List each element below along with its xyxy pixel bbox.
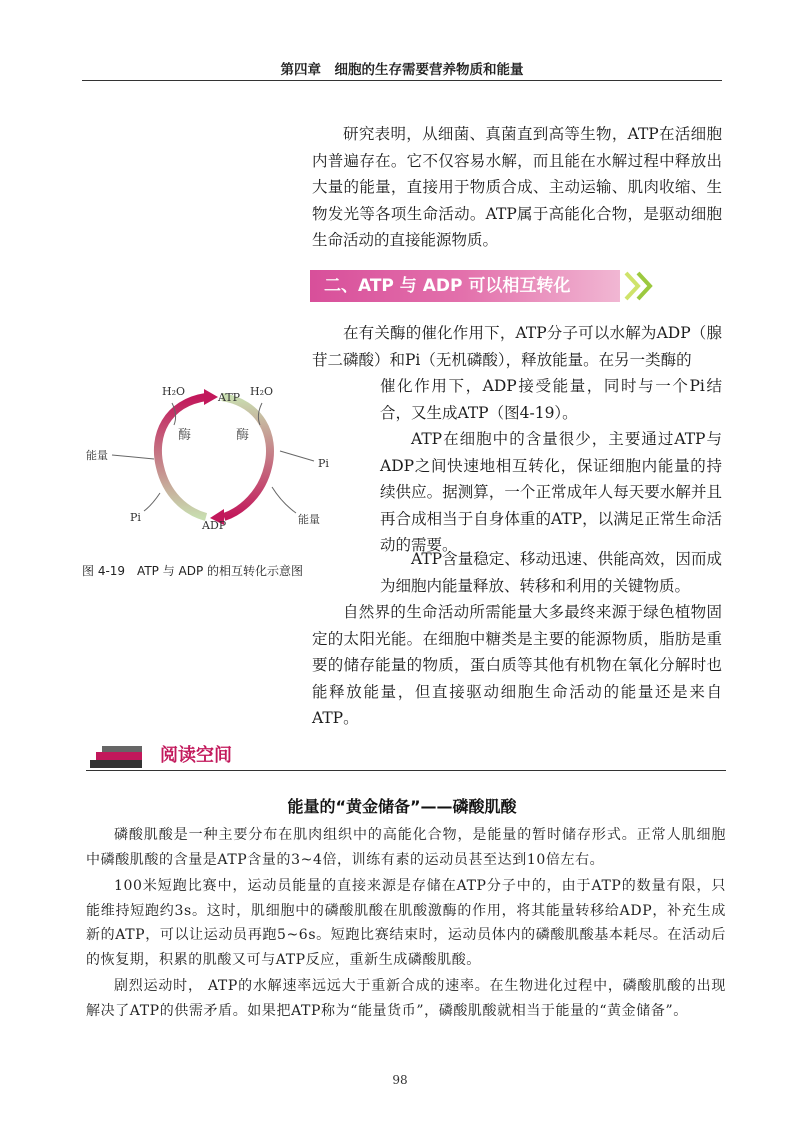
label-enzyme-left: 酶: [178, 428, 192, 443]
label-energy-left: 能量: [86, 449, 108, 462]
reading-space-heading: 阅读空间: [160, 745, 232, 766]
reading-rule: [86, 770, 726, 771]
page-number: 98: [392, 1073, 408, 1087]
figure-caption: 图 4-19 ATP 与 ADP 的相互转化示意图: [82, 564, 304, 578]
reading-paragraph: 100米短跑比赛中，运动员能量的直接来源是存储在ATP分子中的，由于ATP的数量有限，只能维持短跑约3s。这时，肌细胞中的磷酸肌酸在肌酸激酶的作用，将其能量转移给ADP，补充生成新的ATP，可以让运动员再跑5~6s。短跑比赛结束时，运动员体内的磷酸肌酸基本耗尽。在活动后的恢复期，积累的肌酸又可与ATP反应，重新生成磷酸肌酸。: [86, 878, 726, 968]
pi-arrow-right: [280, 451, 314, 461]
article-title: 能量的“黄金储备”——磷酸肌酸: [287, 797, 517, 816]
intro-paragraph: 研究表明，从细菌、真菌直到高等生物，ATP在活细胞内普遍存在。它不仅容易水解，而且能在水解过程中释放出大量的能量，直接用于物质合成、主动运输、肌肉收缩、生物发光等各项生命活动。ATP属于高能化合物，是驱动细胞生命活动的直接能源物质。: [312, 125, 722, 249]
label-atp: ATP: [218, 391, 241, 404]
paragraph-synthesis: 催化作用下，ADP接受能量，同时与一个Pi结合，又生成ATP（图4-19）。: [380, 377, 722, 422]
reading-paragraph: 剧烈运动时， ATP的水解速率远远大于重新合成的速率。在生物进化过程中，磷酸肌酸的出现解决了ATP的供需矛盾。如果把ATP称为“能量货币”，磷酸肌酸就相当于能量的“黄金储备”。: [86, 978, 726, 1019]
header-rule: [82, 80, 722, 81]
label-water-left: H₂O: [162, 385, 186, 398]
pi-arrow-left: [144, 493, 160, 511]
chapter-header: 第四章 细胞的生存需要营养物质和能量: [280, 62, 524, 78]
label-adp: ADP: [202, 519, 227, 532]
paragraph-turnover: ATP在细胞中的含量很少，主要通过ATP与ADP之间快速地相互转化，保证细胞内能量的持续供应。据测算，一个正常成年人每天要水解并且再合成相当于自身体重的ATP，以满足正常生命活动的需要。: [380, 430, 722, 554]
hydrolysis-arc: [222, 397, 270, 517]
energy-arrow-right: [272, 487, 296, 513]
synthesis-arc: [158, 397, 206, 517]
label-energy-right: 能量: [298, 513, 320, 526]
atp-arrowhead: [204, 389, 218, 405]
energy-arrow-left: [112, 455, 154, 459]
atp-adp-cycle-diagram: [82, 375, 342, 535]
section-heading: 二、ATP 与 ADP 可以相互转化: [310, 270, 620, 302]
paragraph-energy-source: 自然界的生命活动所需能量大多最终来源于绿色植物固定的太阳光能。在细胞中糖类是主要的能源物质，脂肪是重要的储存能量的物质，蛋白质等其他有机物在氧化分解时也能释放能量，但直接驱动细胞生命活动的能量还是来自ATP。: [312, 603, 722, 727]
label-pi-right: Pi: [318, 457, 329, 470]
paragraph-hydrolysis: 在有关酶的催化作用下，ATP分子可以水解为ADP（腺苷二磷酸）和Pi（无机磷酸），释放能量。在另一类酶的: [312, 324, 722, 369]
paragraph-key-substance: ATP含量稳定、移动迅速、供能高效，因而成为细胞内能量释放、转移和利用的关键物质。: [380, 550, 722, 595]
label-enzyme-right: 酶: [236, 428, 250, 443]
label-water-right: H₂O: [250, 385, 274, 398]
double-chevron-icon: [624, 270, 658, 302]
label-pi-left: Pi: [130, 511, 141, 524]
reading-paragraph: 磷酸肌酸是一种主要分布在肌肉组织中的高能化合物，是能量的暂时储存形式。正常人肌细胞中磷酸肌酸的含量是ATP含量的3~4倍，训练有素的运动员甚至达到10倍左右。: [86, 827, 726, 868]
